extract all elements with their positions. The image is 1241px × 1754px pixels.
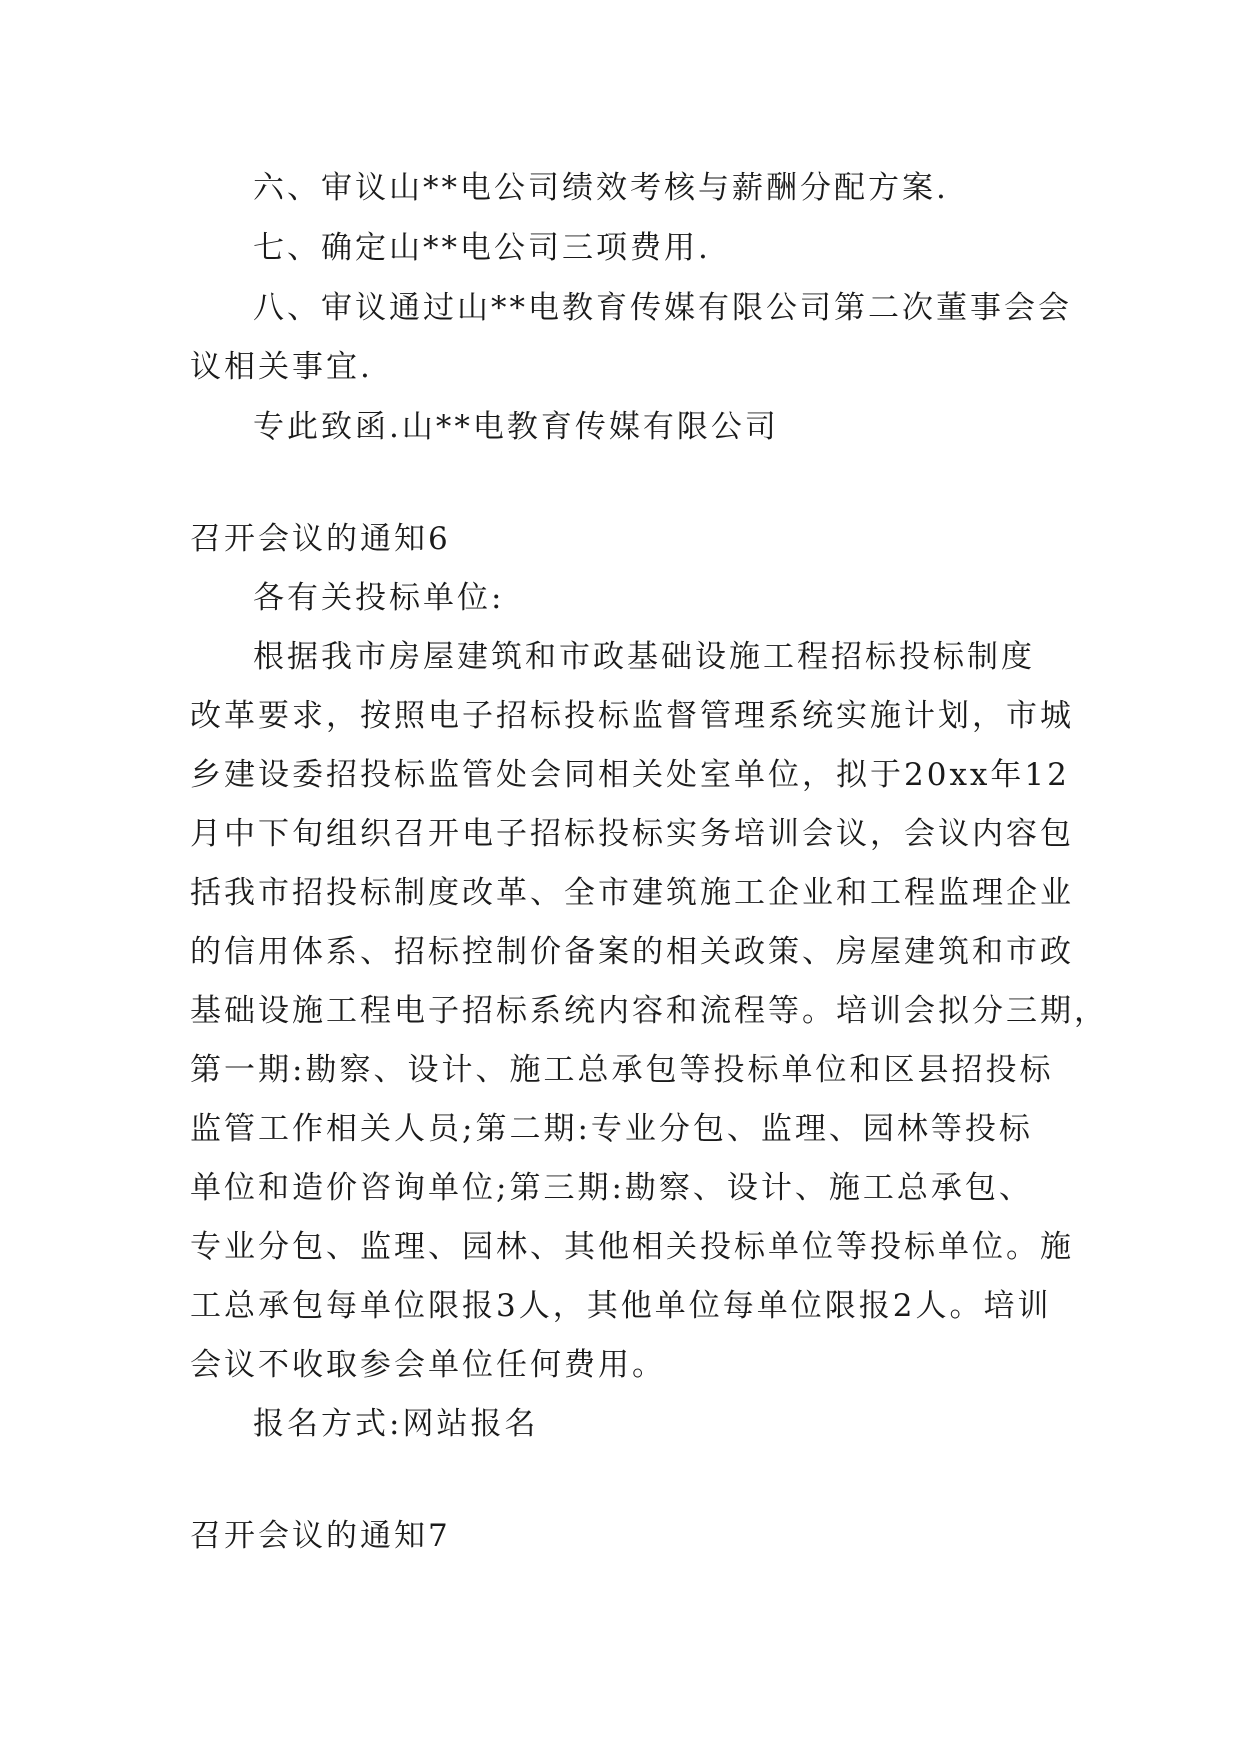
notice-6-body-line: 会议不收取参会单位任何费用。: [190, 1347, 666, 1383]
notice-6-body-line: 的信用体系、招标控制价备案的相关政策、房屋建筑和市政: [190, 934, 1074, 970]
notice-6-body-line: 专业分包、监理、园林、其他相关投标单位等投标单位。施: [190, 1229, 1074, 1265]
item-8-line-1: 八、审议通过山**电教育传媒有限公司第二次董事会会: [253, 290, 1072, 326]
notice-6-body-line: 单位和造价咨询单位;第三期:勘察、设计、施工总承包、: [190, 1170, 1033, 1206]
registration-text: 报名方式:网站报名: [253, 1406, 539, 1442]
closing-text: 专此致函.山**电教育传媒有限公司: [253, 409, 779, 445]
item-7-text: 七、确定山**电公司三项费用.: [253, 230, 711, 266]
notice-6-body-line: 第一期:勘察、设计、施工总承包等投标单位和区县招投标: [190, 1052, 1054, 1088]
notice-6-body-line: 监管工作相关人员;第二期:专业分包、监理、园林等投标: [190, 1111, 1033, 1147]
notice-6-body-line: 括我市招投标制度改革、全市建筑施工企业和工程监理企业: [190, 875, 1074, 911]
notice-6-body-line: 改革要求，按照电子招标投标监督管理系统实施计划，市城: [190, 698, 1074, 734]
notice-7-title: 召开会议的通知7: [190, 1518, 451, 1554]
item-8-line-2: 议相关事宜.: [190, 349, 373, 385]
notice-6-body-line: 乡建设委招投标监管处会同相关处室单位，拟于20xx年12: [190, 757, 1070, 793]
notice-6-body-line: 基础设施工程电子招标系统内容和流程等。培训会拟分三期，: [190, 993, 1108, 1029]
notice-6-body-line: 根据我市房屋建筑和市政基础设施工程招标投标制度: [253, 639, 1035, 675]
notice-6-body-line: 工总承包每单位限报3人，其他单位每单位限报2人。培训: [190, 1288, 1052, 1324]
notice-6-title: 召开会议的通知6: [190, 521, 451, 557]
item-6-text: 六、审议山**电公司绩效考核与薪酬分配方案.: [253, 170, 949, 206]
notice-6-body-line: 月中下旬组织召开电子招标投标实务培训会议，会议内容包: [190, 816, 1074, 852]
notice-6-salutation: 各有关投标单位:: [253, 580, 505, 616]
